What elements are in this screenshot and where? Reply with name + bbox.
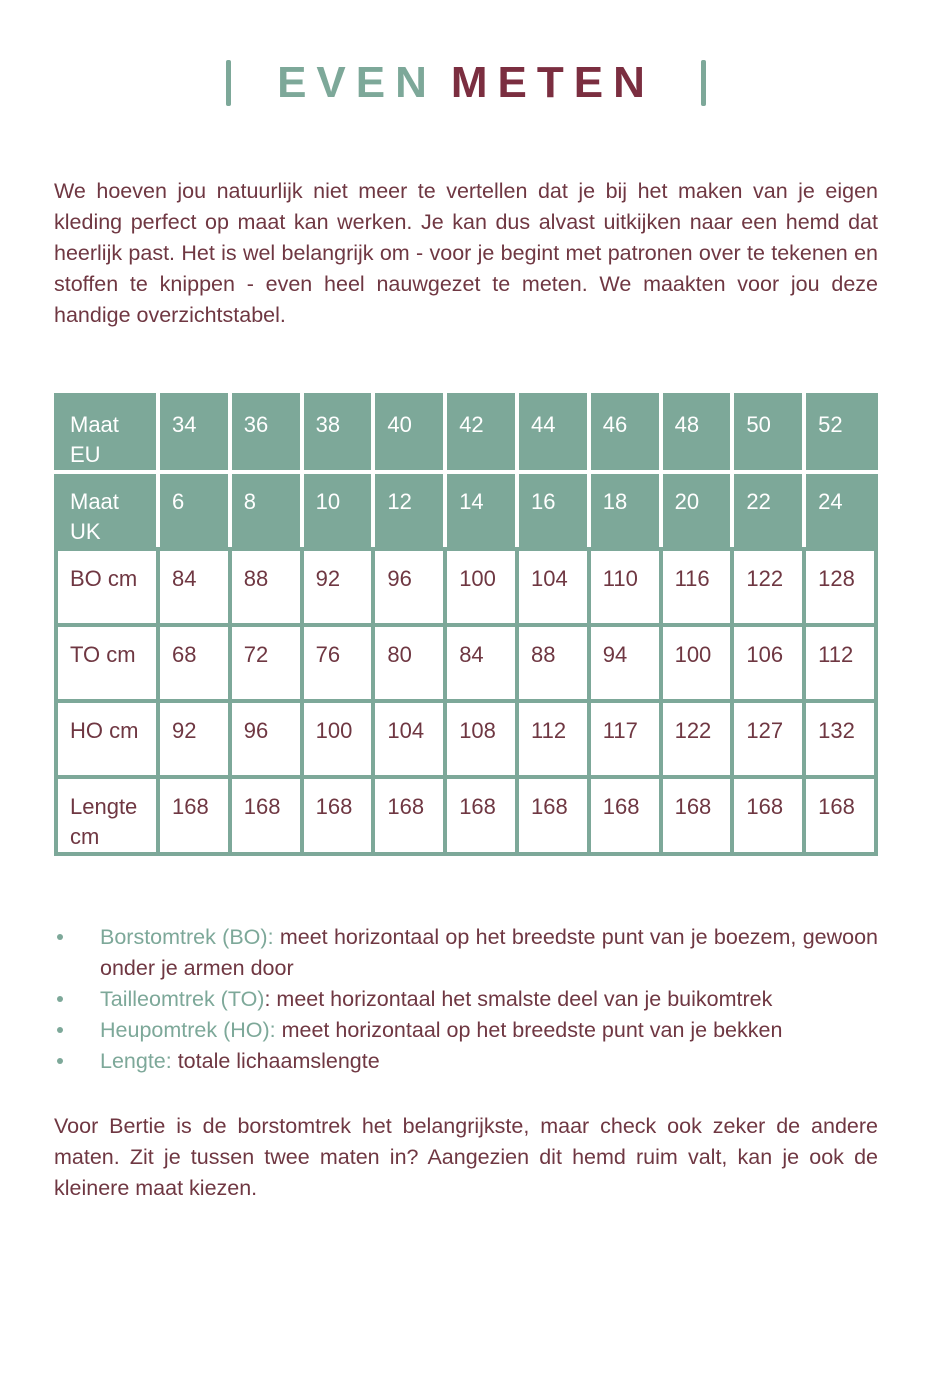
table-cell: 52: [804, 395, 876, 472]
list-item: [54, 922, 878, 984]
table-cell: 94: [589, 625, 661, 701]
table-cell: 16: [517, 472, 589, 549]
table-row-bo: [56, 549, 876, 625]
legend-desc: meet horizontaal op het breedste punt van je boezem, gewoon onder je armen door: [100, 925, 879, 980]
bullet-icon: [54, 1015, 100, 1046]
table-cell: 48: [661, 395, 733, 472]
table-cell: 100: [445, 549, 517, 625]
table-cell: 18: [589, 472, 661, 549]
table-cell: 108: [445, 701, 517, 777]
row-label: Lengte cm: [56, 777, 158, 854]
table-cell: 76: [302, 625, 374, 701]
row-label: Maat UK: [56, 472, 158, 549]
table-cell: 46: [589, 395, 661, 472]
bullet-icon: [54, 984, 100, 1015]
table-cell: 168: [517, 777, 589, 854]
intro-paragraph: We hoeven jou natuurlijk niet meer te vertellen dat je bij het maken van je eigen kleding perfect op maat kan werken. Je kan dus alvast uitkijken naar een hemd dat heerlijk past. Het is wel belangrijk om - voor je begint met patronen over te tekenen en stoffen te knippen - even heel nauwgezet te meten. We maakten voor jou deze handige overzichtstabel.: [54, 179, 878, 327]
table-cell: 104: [517, 549, 589, 625]
page: [0, 56, 932, 1204]
legend-term: Heupomtrek (HO):: [100, 1018, 276, 1042]
table-cell: 42: [445, 395, 517, 472]
table-cell: 168: [230, 777, 302, 854]
title-word-meten: METEN: [450, 58, 655, 107]
table-cell: 122: [732, 549, 804, 625]
title-left-bar-icon: [226, 60, 231, 106]
table-cell: 20: [661, 472, 733, 549]
table-cell: 128: [804, 549, 876, 625]
table-cell: 84: [445, 625, 517, 701]
table-cell: 50: [732, 395, 804, 472]
table-cell: 132: [804, 701, 876, 777]
table-cell: 168: [661, 777, 733, 854]
legend-term: Tailleomtrek (TO): [100, 987, 265, 1011]
table-cell: 40: [373, 395, 445, 472]
table-cell: 36: [230, 395, 302, 472]
table-cell: 8: [230, 472, 302, 549]
legend-term: Borstomtrek (BO):: [100, 925, 274, 949]
table-cell: 96: [230, 701, 302, 777]
table-cell: 96: [373, 549, 445, 625]
table-cell: 68: [158, 625, 230, 701]
table-row-ho: [56, 701, 876, 777]
table-cell: 104: [373, 701, 445, 777]
table-cell: 34: [158, 395, 230, 472]
table-cell: 72: [230, 625, 302, 701]
list-item: [54, 1046, 878, 1077]
table-cell: 92: [158, 701, 230, 777]
table-cell: 44: [517, 395, 589, 472]
table-cell: 168: [158, 777, 230, 854]
table-cell: 88: [230, 549, 302, 625]
table-cell: 24: [804, 472, 876, 549]
table-cell: 127: [732, 701, 804, 777]
table-cell: 10: [302, 472, 374, 549]
size-table: [54, 393, 878, 856]
row-label: BO cm: [56, 549, 158, 625]
table-cell: 12: [373, 472, 445, 549]
row-label: HO cm: [56, 701, 158, 777]
table-cell: 168: [445, 777, 517, 854]
table-cell: 168: [373, 777, 445, 854]
table-row-lengte: [56, 777, 876, 854]
table-cell: 117: [589, 701, 661, 777]
table-cell: 110: [589, 549, 661, 625]
bullet-icon: [54, 1046, 100, 1077]
title-right-bar-icon: [701, 60, 706, 106]
table-cell: 88: [517, 625, 589, 701]
table-cell: 112: [804, 625, 876, 701]
table-cell: 80: [373, 625, 445, 701]
measurement-legend: [54, 922, 878, 1077]
table-cell: 168: [589, 777, 661, 854]
table-cell: 168: [732, 777, 804, 854]
table-cell: 84: [158, 549, 230, 625]
table-cell: 112: [517, 701, 589, 777]
table-cell: 6: [158, 472, 230, 549]
table-cell: 100: [302, 701, 374, 777]
title-word-even: EVEN: [277, 58, 437, 107]
row-label: TO cm: [56, 625, 158, 701]
outro-paragraph: Voor Bertie is de borstomtrek het belangrijkste, maar check ook zeker de andere maten. Zit je tussen twee maten in? Aangezien dit hemd ruim valt, kan je ook de kleinere maat kiezen.: [54, 1114, 878, 1200]
list-item: [54, 984, 878, 1015]
table-cell: 122: [661, 701, 733, 777]
table-cell: 168: [302, 777, 374, 854]
table-cell: 100: [661, 625, 733, 701]
table-cell: 38: [302, 395, 374, 472]
list-item: [54, 1015, 878, 1046]
table-cell: 116: [661, 549, 733, 625]
table-cell: 92: [302, 549, 374, 625]
legend-term: Lengte:: [100, 1049, 172, 1073]
table-row-maat-eu: [56, 395, 876, 472]
table-cell: 168: [804, 777, 876, 854]
table-row-maat-uk: [56, 472, 876, 549]
table-row-to: [56, 625, 876, 701]
legend-desc: totale lichaamslengte: [171, 1049, 380, 1073]
table-cell: 14: [445, 472, 517, 549]
page-title: [54, 56, 878, 110]
table-cell: 106: [732, 625, 804, 701]
row-label: Maat EU: [56, 395, 158, 472]
table-cell: 22: [732, 472, 804, 549]
legend-desc: meet horizontaal op het breedste punt van je bekken: [275, 1018, 783, 1042]
bullet-icon: [54, 922, 100, 984]
legend-desc: : meet horizontaal het smalste deel van je buikomtrek: [264, 987, 773, 1011]
